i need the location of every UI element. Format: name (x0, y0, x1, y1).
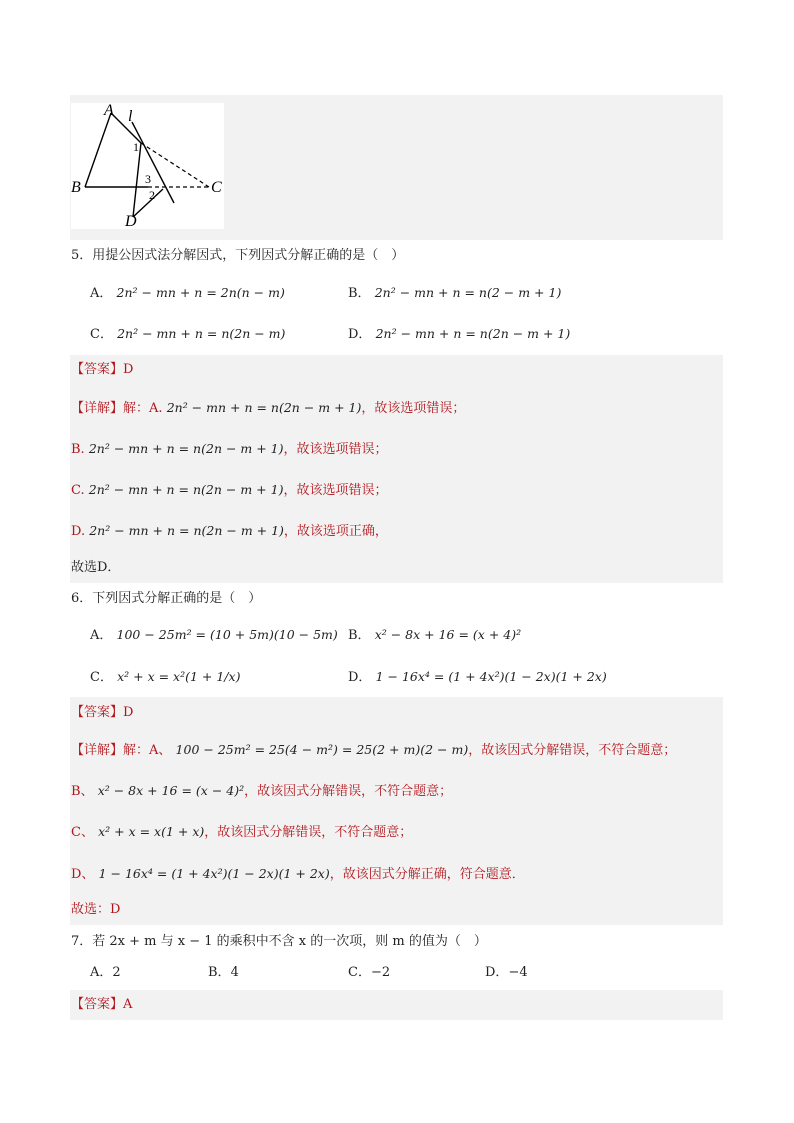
label-D: D (125, 213, 137, 229)
q6-detail-4 (71, 864, 525, 885)
q5-answer (71, 360, 133, 380)
option-expression: 1 − 16x⁴ = (1 + 4x²)(1 − 2x)(1 + 2x) (375, 669, 607, 684)
q7-option-a[interactable] (90, 963, 121, 983)
detail-expression: x² − 8x + 16 = (x − 4)² (97, 783, 245, 798)
option-label: C． (90, 327, 113, 342)
q6-detail-1 (71, 740, 676, 761)
detail-expression: 2n² − mn + n = n(2n − m + 1) (88, 482, 284, 497)
option-label: A． (90, 965, 113, 980)
detail-suffix: ，故该选项正确， (283, 524, 388, 539)
detail-prefix: B、 (71, 784, 94, 799)
q6-answer (71, 703, 133, 723)
option-expression: 2n² − mn + n = n(2n − m) (117, 326, 286, 341)
label-A: A (104, 103, 114, 119)
detail-prefix: 解：A、 (123, 743, 172, 758)
q6-conclusion: 故选：D (71, 902, 121, 917)
answer-value: D (123, 362, 134, 377)
option-label: B． (208, 965, 231, 980)
q7-question: 7．若 2x + m 与 x − 1 的乘积中不含 x 的一次项，则 m 的值为（ ） (71, 934, 487, 949)
detail-suffix: ，故该选项错误； (283, 442, 388, 457)
q6-detail-3 (71, 822, 412, 843)
label-C: C (211, 179, 222, 196)
option-expression: 2n² − mn + n = n(2 − m + 1) (374, 285, 562, 300)
label-l: l (128, 108, 133, 125)
detail-expression: 1 − 16x⁴ = (1 + 4x²)(1 − 2x)(1 + 2x) (98, 866, 330, 881)
q7-option-c[interactable] (348, 963, 390, 983)
q6-option-b[interactable] (348, 625, 521, 646)
option-label: D． (348, 670, 372, 685)
detail-tag: 【详解】 (71, 401, 124, 416)
answer-tag: 【答案】 (71, 997, 124, 1012)
detail-suffix: ，故该因式分解错误，不符合题意； (244, 784, 453, 799)
detail-prefix: B. (71, 442, 85, 457)
label-3: 3 (145, 172, 151, 186)
q6-option-a[interactable] (90, 625, 338, 646)
option-value: 2 (112, 965, 121, 980)
detail-expression: 100 − 25m² = 25(4 − m²) = 25(2 + m)(2 − m) (175, 742, 469, 757)
detail-prefix: D. (71, 524, 86, 539)
q6-option-c[interactable] (90, 667, 240, 688)
q5-option-d[interactable] (348, 324, 570, 345)
q7-option-b[interactable] (208, 963, 239, 983)
detail-suffix: ，故该因式分解错误，不符合题意； (204, 825, 413, 840)
option-label: B． (348, 628, 371, 643)
detail-prefix: C、 (71, 825, 94, 840)
detail-expression: 2n² − mn + n = n(2n − m + 1) (166, 400, 362, 415)
q6-question: 6．下列因式分解正确的是（ ） (71, 591, 262, 606)
q5-detail-1 (71, 398, 465, 419)
option-expression: x² − 8x + 16 = (x + 4)² (374, 627, 522, 642)
detail-lead: 解：A. (123, 401, 163, 416)
detail-suffix: ，故该因式分解正确，符合题意． (329, 867, 525, 882)
answer-value: D (123, 705, 134, 720)
q6-solution-panel (70, 697, 723, 925)
option-label: B． (348, 286, 371, 301)
option-label: D． (485, 965, 509, 980)
q5-solution-panel (70, 355, 723, 583)
detail-suffix: ，故该因式分解错误，不符合题意； (468, 743, 677, 758)
q6-option-d[interactable] (348, 667, 607, 688)
geometry-figure (71, 103, 224, 229)
label-1: 1 (133, 140, 139, 154)
detail-expression: 2n² − mn + n = n(2n − m + 1) (88, 441, 284, 456)
label-B: B (71, 179, 81, 196)
detail-expression: 2n² − mn + n = n(2n − m + 1) (89, 523, 284, 538)
answer-tag: 【答案】 (71, 362, 124, 377)
q5-question: 5．用提公因式法分解因式，下列因式分解正确的是（ ） (71, 248, 405, 263)
q5-detail-2 (71, 439, 388, 460)
detail-suffix: ，故该选项错误； (361, 401, 466, 416)
option-label: C． (90, 670, 113, 685)
option-expression: 100 − 25m² = (10 + 5m)(10 − 5m) (116, 627, 338, 642)
detail-suffix: ，故该选项错误； (283, 483, 388, 498)
option-value: −4 (508, 965, 528, 980)
option-label: D． (348, 327, 372, 342)
option-label: A． (90, 628, 113, 643)
option-value: −2 (370, 965, 391, 980)
option-value: 4 (230, 965, 239, 980)
answer-value: A (123, 997, 133, 1012)
detail-prefix: C. (71, 483, 85, 498)
detail-prefix: D、 (71, 867, 95, 882)
option-expression: 2n² − mn + n = 2n(n − m) (116, 285, 285, 300)
q5-option-c[interactable] (90, 324, 285, 345)
detail-tag: 【详解】 (71, 743, 124, 758)
q7-answer (71, 995, 132, 1015)
option-label: C． (348, 965, 371, 980)
q7-answer-panel (70, 990, 723, 1020)
q5-option-b[interactable] (348, 283, 561, 304)
option-expression: 2n² − mn + n = n(2n − m + 1) (375, 326, 571, 341)
q5-option-a[interactable] (90, 283, 285, 304)
q6-detail-2 (71, 781, 452, 802)
detail-expression: x² + x = x(1 + x) (98, 824, 205, 839)
q7-option-d[interactable] (485, 963, 528, 983)
q5-conclusion: 故选D． (71, 560, 121, 575)
q5-detail-3 (71, 480, 387, 501)
geometry-diagram (71, 103, 224, 229)
label-2: 2 (149, 188, 155, 202)
answer-tag: 【答案】 (71, 705, 124, 720)
q5-detail-4 (71, 521, 388, 542)
option-expression: x² + x = x²(1 + 1/x) (117, 669, 241, 684)
option-label: A． (90, 286, 113, 301)
